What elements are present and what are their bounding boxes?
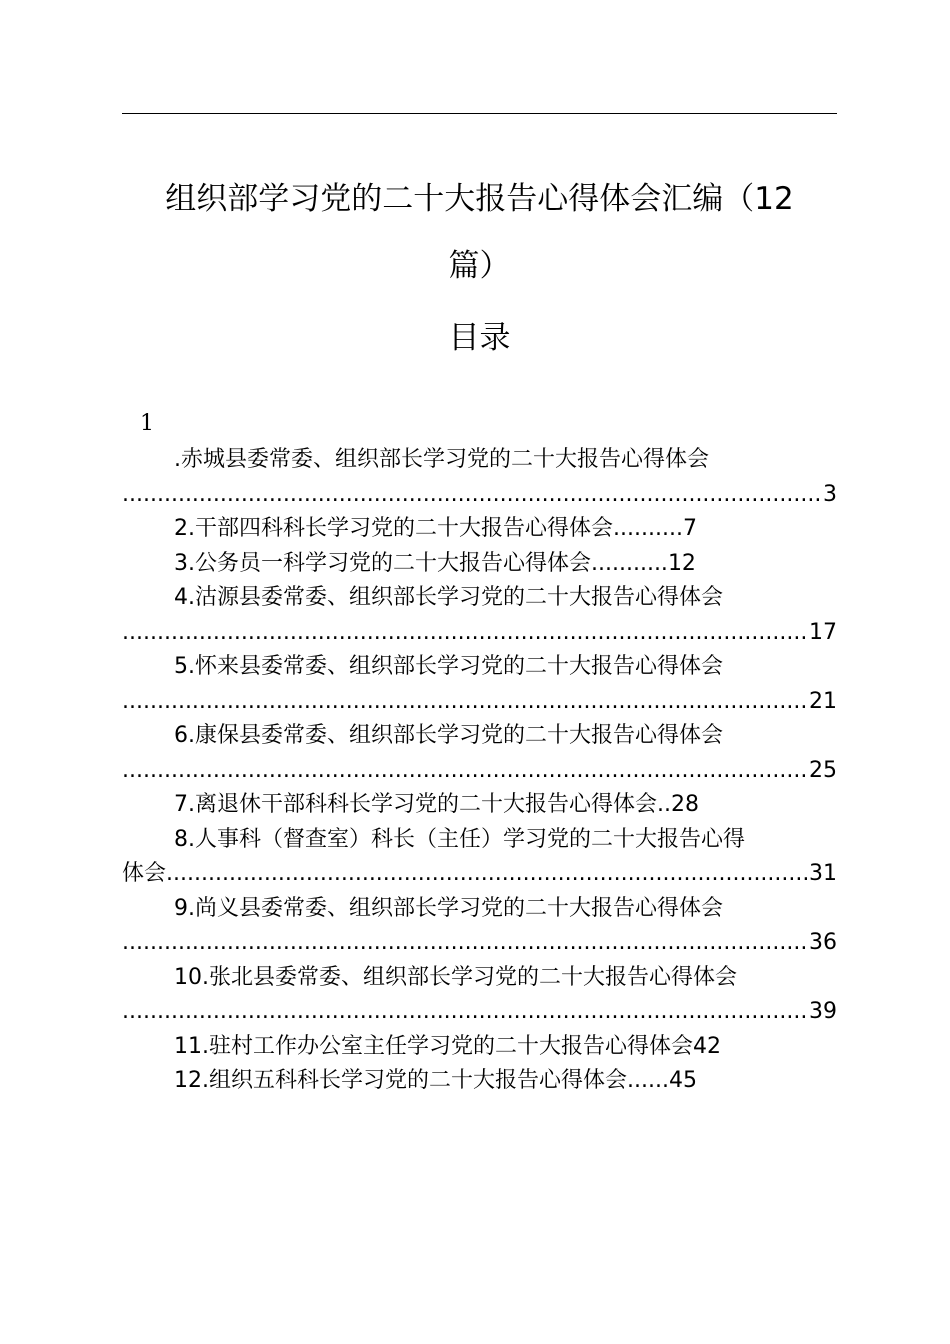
toc-entry-2-title: 2.干部四科科长学习党的二十大报告心得体会 (174, 516, 613, 541)
document-title-line1: 组织部学习党的二十大报告心得体会汇编（12 (165, 181, 794, 217)
dot-leader: .......... (613, 516, 683, 541)
toc-entry-9-page: 36 (809, 930, 837, 955)
toc-entry-8-title[interactable]: 8.人事科（督查室）科长（主任）学习党的二十大报告心得 (174, 826, 745, 852)
toc-entry-1-leader (122, 478, 837, 513)
dot-leader: ........... (591, 550, 668, 576)
toc-entry-7[interactable] (122, 788, 837, 823)
toc-entry-12-title: 12.组织五科科长学习党的二十大报告心得体会 (174, 1068, 627, 1093)
dot-leader (122, 685, 809, 720)
toc-entry-8-leader (122, 857, 837, 892)
toc-entry-1-title[interactable]: .赤城县委常委、组织部长学习党的二十大报告心得体会 (174, 447, 709, 472)
toc-entry-3-title: 3.公务员一科学习党的二十大报告心得体会 (174, 550, 591, 576)
header-rule (122, 113, 837, 114)
toc-entry-1-number: 1 (140, 411, 154, 436)
toc-entry-7-page: 28 (671, 792, 699, 817)
toc-entry-11-page: 42 (693, 1033, 721, 1059)
toc-entry-12[interactable] (122, 1064, 837, 1099)
toc-entry-2-page: 7 (682, 516, 697, 541)
document-title-line2: 篇） (448, 248, 511, 284)
toc-entry-5-leader (122, 685, 837, 720)
dot-leader (122, 995, 809, 1030)
dot-leader: .. (657, 792, 671, 817)
toc-entry-6-title[interactable]: 6.康保县委常委、组织部长学习党的二十大报告心得体会 (174, 723, 723, 748)
toc-entry-3-page: 12 (667, 550, 696, 576)
toc-entry-4-title[interactable]: 4.沽源县委常委、组织部长学习党的二十大报告心得体会 (174, 585, 723, 610)
toc-entry-3[interactable] (122, 547, 837, 582)
dot-leader: ...... (627, 1068, 669, 1093)
toc-entry-11[interactable] (122, 1030, 837, 1065)
dot-leader (122, 478, 823, 513)
dot-leader (166, 857, 809, 892)
toc-entry-11-title: 11.驻村工作办公室主任学习党的二十大报告心得体会 (174, 1033, 693, 1059)
dot-leader (122, 616, 809, 651)
toc-entry-12-page: 45 (668, 1068, 697, 1093)
toc-heading: 目录 (448, 320, 511, 356)
toc-entry-2[interactable] (122, 512, 837, 547)
toc-entry-10-page: 39 (809, 999, 837, 1024)
toc-entry-9-title[interactable]: 9.尚义县委常委、组织部长学习党的二十大报告心得体会 (174, 895, 723, 921)
toc-entry-7-title: 7.离退休干部科科长学习党的二十大报告心得体会 (174, 792, 657, 817)
toc-entry-6-leader (122, 754, 837, 789)
toc-entry-6-page: 25 (809, 757, 837, 783)
toc-entry-4-page: 17 (809, 619, 837, 645)
toc-entry-8-title-cont: 体会 (122, 861, 167, 886)
toc-entry-1-page: 3 (823, 481, 837, 507)
dot-leader (122, 754, 809, 789)
toc-entry-10-title[interactable]: 10.张北县委常委、组织部长学习党的二十大报告心得体会 (174, 964, 737, 990)
toc-entry-5-page: 21 (809, 688, 837, 714)
toc-entry-8-page: 31 (809, 861, 837, 886)
toc-entry-10-leader (122, 995, 837, 1030)
toc-entry-9-leader (122, 926, 837, 961)
toc-entry-5-title[interactable]: 5.怀来县委常委、组织部长学习党的二十大报告心得体会 (174, 654, 723, 679)
table-of-contents (122, 405, 837, 1099)
dot-leader (122, 926, 809, 961)
toc-entry-4-leader (122, 616, 837, 651)
